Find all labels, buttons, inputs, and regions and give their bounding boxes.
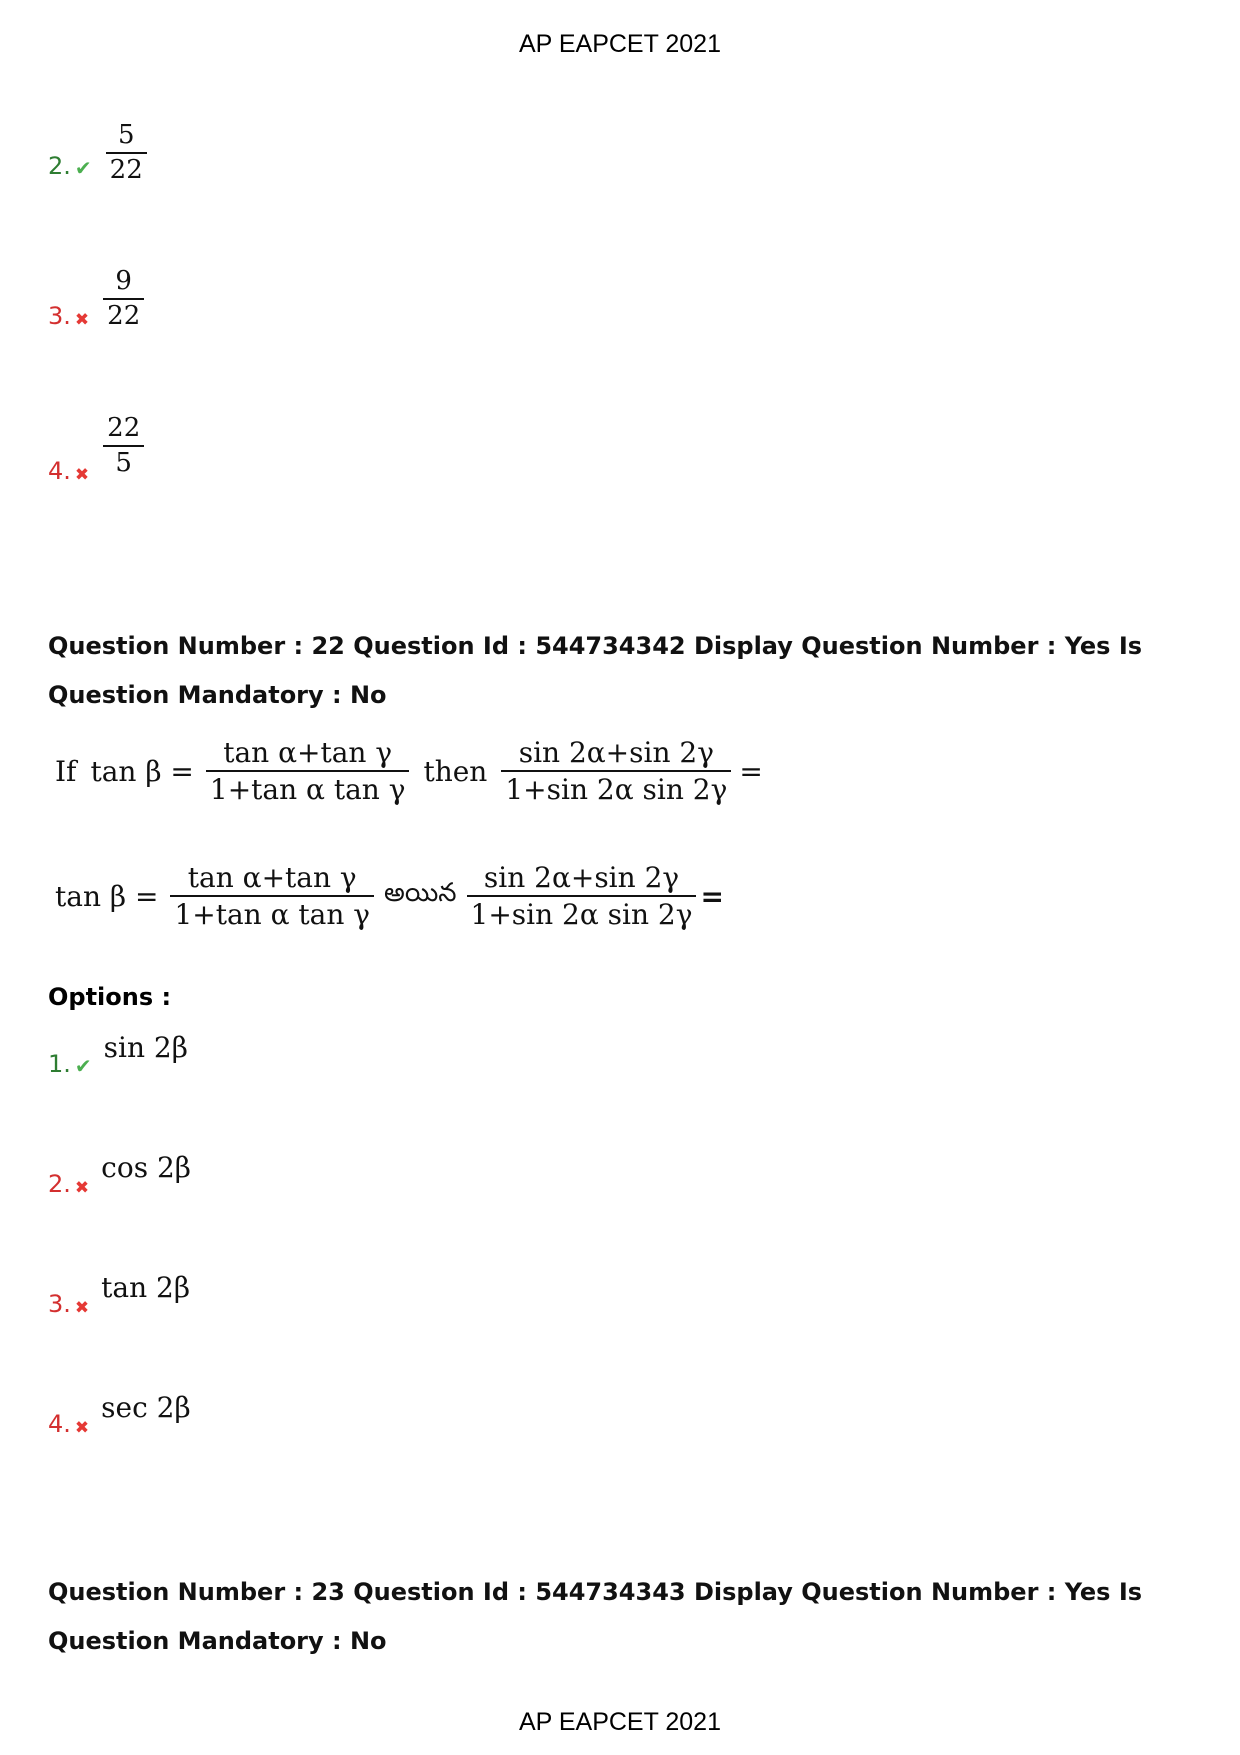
- option-number: 3.: [48, 302, 71, 330]
- numerator: tan α+tan γ: [187, 861, 357, 894]
- numerator: 22: [107, 413, 141, 443]
- cross-icon: ✖: [74, 310, 90, 330]
- cross-icon: ✖: [74, 1178, 90, 1198]
- cross-icon: ✖: [74, 465, 90, 485]
- q22-option-3: [48, 1270, 190, 1318]
- option-text: sec 2β: [101, 1391, 191, 1424]
- option-number: 2.: [48, 152, 71, 180]
- question-23-header: Question Number : 23 Question Id : 544734343 Display Question Number : Yes Is Question Mandatory : No: [48, 1578, 1143, 1655]
- fraction: [106, 119, 147, 186]
- numerator: 9: [115, 266, 132, 296]
- page-header: AP EAPCET 2021: [519, 30, 721, 58]
- equals-sign: =: [739, 754, 763, 788]
- if-word: If: [55, 754, 77, 788]
- lhs: tan β =: [55, 879, 159, 913]
- option-number: 3.: [48, 1290, 71, 1318]
- denominator: 1+tan α tan γ: [209, 773, 406, 806]
- prev-option-3: [48, 240, 144, 330]
- then-word-telugu: అయిన: [384, 878, 457, 908]
- prev-option-4: [48, 395, 144, 485]
- question-22-header: Question Number : 22 Question Id : 544734342 Display Question Number : Yes Is Question Mandatory : No: [48, 632, 1143, 709]
- denominator: 22: [109, 154, 143, 185]
- q22-option-4: [48, 1390, 191, 1438]
- option-number: 4.: [48, 457, 71, 485]
- option-text: sin 2β: [103, 1031, 188, 1064]
- question-22-telugu: [55, 860, 724, 932]
- option-text: tan 2β: [101, 1271, 191, 1304]
- cross-icon: ✖: [74, 1298, 90, 1318]
- fraction-2: [501, 735, 731, 807]
- page-footer: AP EAPCET 2021: [519, 1708, 721, 1736]
- then-word: then: [423, 754, 488, 788]
- numerator: 5: [117, 120, 135, 150]
- equals-sign: =: [700, 879, 724, 913]
- fraction: [103, 265, 144, 332]
- option-text: cos 2β: [101, 1151, 191, 1184]
- numerator: sin 2α+sin 2γ: [483, 861, 680, 894]
- denominator: 1+tan α tan γ: [174, 898, 371, 931]
- numerator: tan α+tan γ: [223, 736, 393, 769]
- denominator: 1+sin 2α sin 2γ: [470, 898, 693, 931]
- fraction: [103, 412, 144, 479]
- denominator: 1+sin 2α sin 2γ: [505, 773, 728, 806]
- lhs: tan β =: [90, 754, 194, 788]
- denominator: 5: [115, 447, 132, 478]
- prev-option-2: [48, 90, 147, 185]
- check-icon: ✔: [74, 1054, 92, 1078]
- check-icon: ✔: [74, 156, 92, 180]
- denominator: 22: [107, 300, 141, 331]
- fraction-1: [206, 735, 410, 807]
- q22-option-2: [48, 1150, 191, 1198]
- cross-icon: ✖: [74, 1418, 90, 1438]
- numerator: sin 2α+sin 2γ: [518, 736, 714, 769]
- option-number: 2.: [48, 1170, 71, 1198]
- question-22-english: [55, 735, 763, 807]
- option-number: 1.: [48, 1050, 71, 1078]
- options-label: Options :: [48, 983, 172, 1011]
- option-number: 4.: [48, 1410, 71, 1438]
- fraction-2: [467, 860, 697, 932]
- q22-option-1: [48, 1030, 188, 1078]
- fraction-1: [170, 860, 374, 932]
